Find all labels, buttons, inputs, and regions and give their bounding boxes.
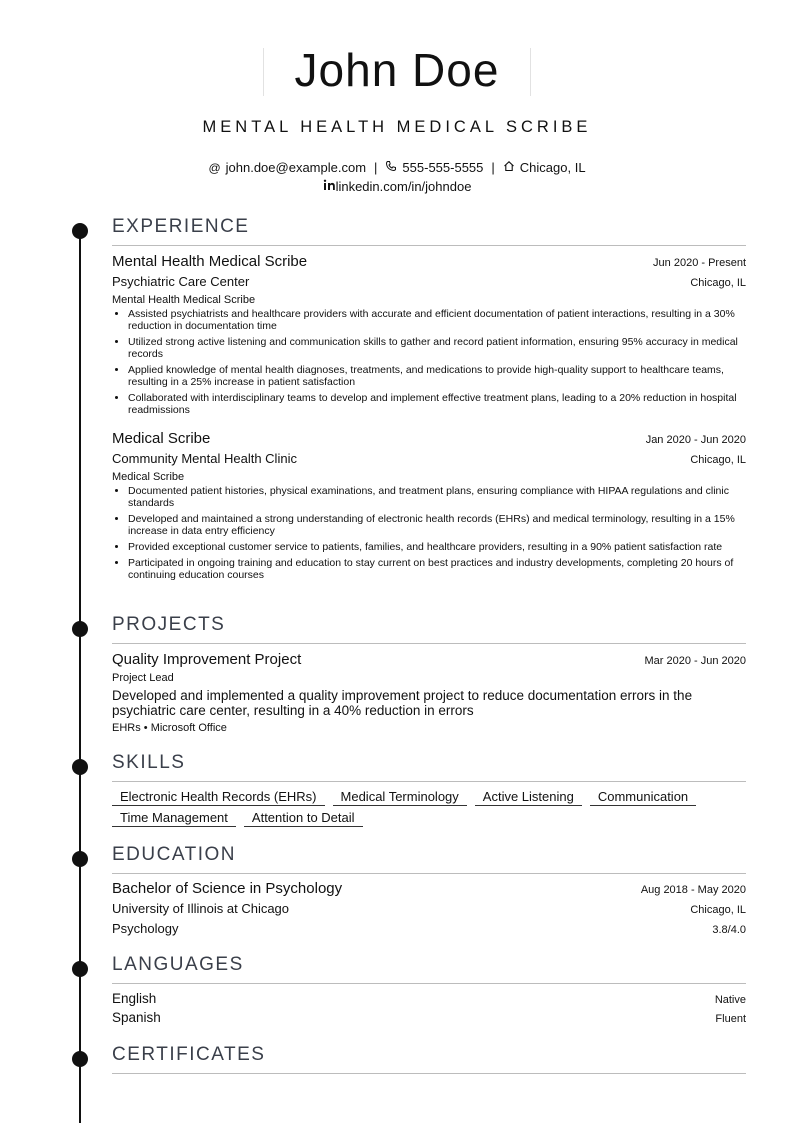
section-title: EDUCATION bbox=[112, 844, 746, 874]
skill-tag: Electronic Health Records (EHRs) bbox=[112, 789, 325, 806]
email-link[interactable]: john.doe@example.com bbox=[225, 160, 367, 175]
bullet-item: • Documented patient histories, physical examinations, and treatment plans, ensuring compliance with HIPAA regulations and clinic standards bbox=[128, 485, 746, 509]
timeline-dot bbox=[72, 223, 88, 239]
section-title: PROJECTS bbox=[112, 614, 746, 644]
timeline-dot bbox=[72, 1051, 88, 1067]
candidate-name: John Doe bbox=[263, 44, 531, 96]
project-name: Quality Improvement Project bbox=[112, 651, 302, 668]
education-entry bbox=[112, 879, 746, 939]
date-range: Jan 2020 - Jun 2020 bbox=[645, 434, 746, 446]
role-title: Mental Health Medical Scribe bbox=[112, 253, 308, 270]
job-title: MENTAL HEALTH MEDICAL SCRIBE bbox=[202, 118, 592, 136]
bullet-item: • Participated in ongoing training and education to stay current on best practices and industry developments, completing 20 hours of continuing education courses bbox=[128, 557, 746, 581]
date-range: Aug 2018 - May 2020 bbox=[640, 884, 746, 896]
field-of-study: Psychology bbox=[112, 921, 179, 936]
skill-tag: Medical Terminology bbox=[333, 789, 467, 806]
linkedin-icon bbox=[323, 179, 336, 194]
organization: Community Mental Health Clinic bbox=[112, 451, 297, 466]
experience-entry bbox=[112, 429, 746, 581]
bullet-list bbox=[112, 308, 746, 416]
degree: Bachelor of Science in Psychology bbox=[112, 880, 343, 897]
education-section bbox=[112, 844, 746, 939]
position-subtitle: Medical Scribe bbox=[112, 471, 185, 483]
language-name: Spanish bbox=[112, 1010, 161, 1025]
timeline-dot bbox=[72, 621, 88, 637]
experience-section bbox=[112, 216, 746, 585]
bullet-item: • Utilized strong active listening and communication skills to gather and record patient information, ensuring 95% accuracy in medical records bbox=[128, 336, 746, 360]
role-title: Medical Scribe bbox=[112, 430, 211, 447]
experience-entry bbox=[112, 252, 746, 416]
contact-line-2 bbox=[0, 179, 794, 194]
organization: Psychiatric Care Center bbox=[112, 274, 250, 289]
linkedin-link[interactable]: linkedin.com/in/johndoe bbox=[335, 179, 472, 194]
timeline-dot bbox=[72, 851, 88, 867]
separator: | bbox=[491, 160, 495, 175]
position-subtitle: Mental Health Medical Scribe bbox=[112, 294, 256, 306]
section-title: LANGUAGES bbox=[112, 954, 746, 984]
languages-section bbox=[112, 954, 746, 1027]
date-range: Jun 2020 - Present bbox=[653, 257, 746, 269]
project-entry bbox=[112, 650, 746, 736]
school: University of Illinois at Chicago bbox=[112, 901, 290, 916]
contact-line bbox=[0, 160, 794, 175]
bullet-item: • Provided exceptional customer service to patients, families, and healthcare providers, resulting in a 90% patient satisfaction rate bbox=[128, 541, 746, 553]
project-role: Project Lead bbox=[112, 672, 174, 684]
bullet-item: • Applied knowledge of mental health diagnoses, treatments, and medications to provide high-quality support to healthcare teams, resulting in a 25% increase in patient satisfaction bbox=[128, 364, 746, 388]
skill-tag: Attention to Detail bbox=[244, 810, 363, 827]
language-list bbox=[112, 989, 746, 1027]
phone-icon bbox=[385, 160, 397, 175]
projects-section bbox=[112, 614, 746, 736]
location: Chicago, IL bbox=[690, 904, 746, 916]
skill-tag: Active Listening bbox=[475, 789, 582, 806]
location: Chicago, IL bbox=[690, 277, 746, 289]
timeline-dot bbox=[72, 961, 88, 977]
timeline-dot bbox=[72, 759, 88, 775]
gpa: 3.8/4.0 bbox=[712, 924, 746, 936]
location: Chicago, IL bbox=[690, 454, 746, 466]
section-title: EXPERIENCE bbox=[112, 216, 746, 246]
certificates-section bbox=[112, 1044, 746, 1074]
project-tech: EHRs • Microsoft Office bbox=[112, 722, 227, 734]
bullet-item: • Developed and maintained a strong understanding of electronic health records (EHRs) and medical terminology, resulting in a 15% increase in data entry efficiency bbox=[128, 513, 746, 537]
language-level: Native bbox=[714, 994, 746, 1006]
language-name: English bbox=[112, 991, 157, 1006]
bullet-item: • Collaborated with interdisciplinary teams to develop and implement effective treatment plans, leading to a 20% reduction in hospital readmissions bbox=[128, 392, 746, 416]
phone-link[interactable]: 555-555-5555 bbox=[402, 160, 484, 175]
skills-section bbox=[112, 752, 746, 827]
skill-tag: Time Management bbox=[112, 810, 236, 827]
project-description: Developed and implemented a quality improvement project to reduce documentation errors in the psychiatric care center, resulting in a 40% reduction in errors bbox=[112, 688, 693, 718]
separator: | bbox=[374, 160, 378, 175]
at-icon: @ bbox=[208, 161, 221, 175]
skill-tags bbox=[112, 789, 746, 827]
timeline-line bbox=[79, 228, 81, 1123]
bullet-item: • Assisted psychiatrists and healthcare providers with accurate and efficient documentation of patient interactions, resulting in a 30% reduction in documentation time bbox=[128, 308, 746, 332]
bullet-list bbox=[112, 485, 746, 581]
home-icon bbox=[503, 160, 515, 175]
location-text: Chicago, IL bbox=[519, 160, 586, 175]
section-title: SKILLS bbox=[112, 752, 746, 782]
section-title: CERTIFICATES bbox=[112, 1044, 746, 1074]
language-level: Fluent bbox=[715, 1013, 746, 1025]
date-range: Mar 2020 - Jun 2020 bbox=[644, 655, 746, 667]
skill-tag: Communication bbox=[590, 789, 696, 806]
